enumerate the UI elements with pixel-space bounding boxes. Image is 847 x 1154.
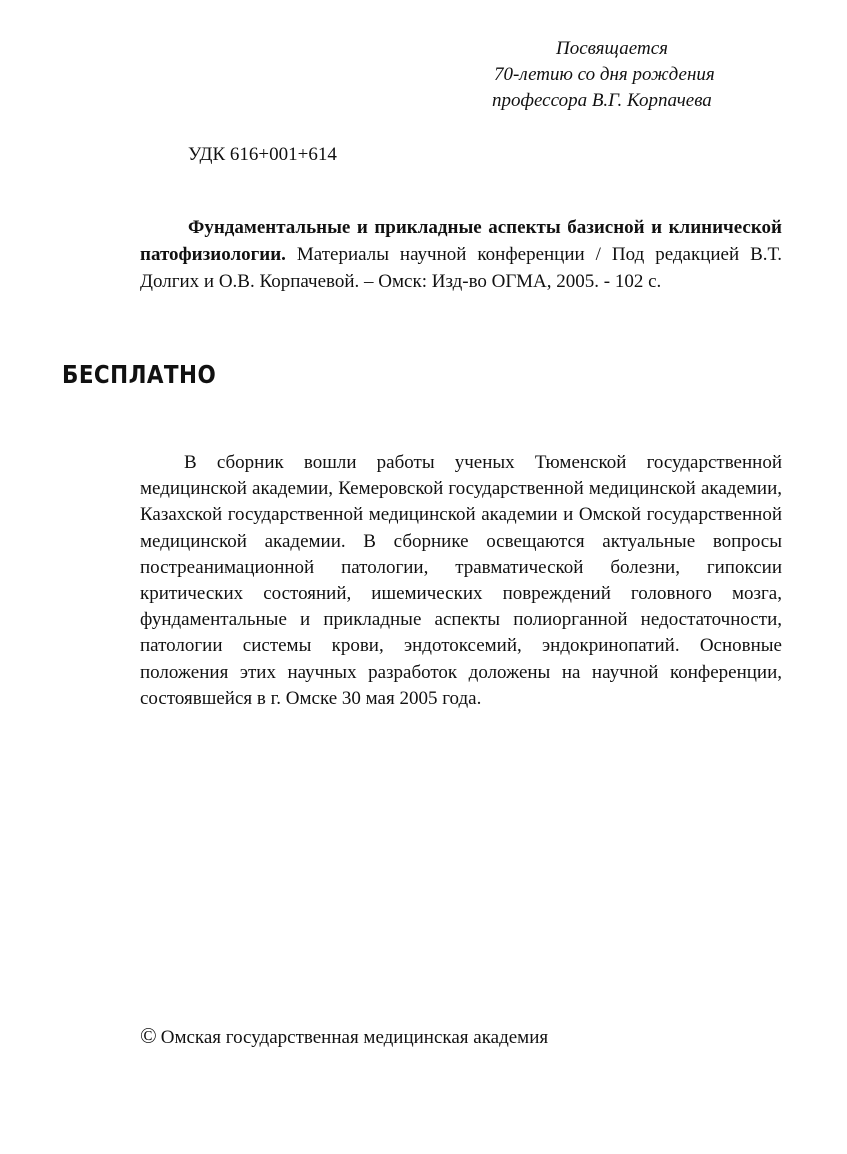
- dedication: [470, 36, 780, 114]
- free-stamp: БЕСПЛАТНО: [62, 360, 217, 389]
- dedication-line-3: профессора В.Г. Корпачева: [492, 90, 712, 111]
- copyright-holder: Омская государственная медицинская академия: [160, 1027, 549, 1048]
- citation-details: Материалы научной конференции / Под редакцией В.Т. Долгих и О.В. Корпачевой. – Омск: Изд-во ОГМА, 2005. - 102 с.: [140, 244, 782, 292]
- copyright-line: [140, 1023, 548, 1051]
- dedication-line-1: Посвящается: [556, 38, 668, 59]
- bibliographic-citation: [140, 214, 782, 295]
- citation-title: Фундаментальные и прикладные аспекты базисной и клинической патофизиологии.: [140, 217, 782, 265]
- abstract-paragraph: В сборник вошли работы ученых Тюменской государственной медицинской академии, Кемеровской государственной медицинской академии, Казахской государственной медицинской академии и Омской государственной медицинской академии. В сборнике освещаются актуальные вопросы постреанимационной патологии, травматической болезни, гипоксии критических состояний, ишемических повреждений головного мозга, фундаментальные и прикладные аспекты полиорганной недостаточности, патологии системы крови, эндотоксемий, эндокринопатий. Основные положения этих научных разработок доложены на научной конференции, состоявшейся в г. Омске 30 мая 2005 года.: [140, 452, 782, 709]
- udk-code: УДК 616+001+614: [188, 144, 337, 165]
- copyright-icon: ©: [140, 1023, 157, 1048]
- dedication-line-2: 70-летию со дня рождения: [494, 64, 715, 85]
